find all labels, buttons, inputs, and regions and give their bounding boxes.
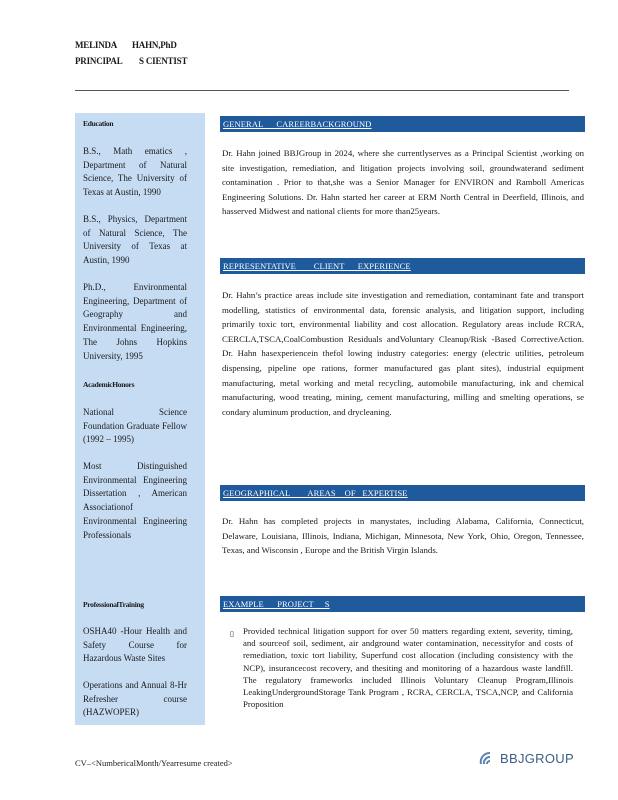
first-name: MELINDA bbox=[75, 40, 118, 50]
career-paragraph: Dr. Hahn joined BBJGroup in 2024, where she currentlyserves as a Principal Scientist ,working on site investigation, remediation, and litigation projects involving soil, groundwaterand sediment contamination . Prior to that,she was a Senior Manager for ENVIRON and Ramboll Americas Engineering Solutions. Dr. Hahn started her career at ERM North Central in Deerfield, Illinois, and hasserved Midwest and national clients for more than25years. bbox=[222, 148, 584, 217]
logo-wordmark: BBJGROUP bbox=[500, 751, 574, 766]
honors-heading: AcademicHonors bbox=[83, 380, 135, 389]
last-name: HAHN,PhD bbox=[132, 40, 177, 50]
training-item: OSHA40 -Hour Health and Safety Course for Hazardous Waste Sites bbox=[83, 626, 187, 664]
resume-header-name bbox=[75, 40, 177, 50]
education-item: B.S., Math ematics , Department of Natural Science, The University of Texas at Austin, 1990 bbox=[83, 146, 187, 198]
resume-header-role bbox=[75, 56, 187, 66]
example-project-item: Provided technical litigation support for over 50 matters regarding extent, severity, timing, and sourceof soil, sediment, air andground water contamination, necessityfor and costs of remediation, toxic tort liability, Superfund cost allocation (including consistency with the NCP), insurancecost recovery, and thesiting and monitoring of a hazardous waste landfill. The regulatory frameworks included Illinois Voluntary Cleanup Program,Illinois LeakingUndergroundStorage Tank Program , RCRA, CERCLA, TSCA,NCP, and California Proposition bbox=[243, 626, 573, 710]
education-item: B.S., Physics, Department of Natural Science, The University of Texas at Austin, 1990 bbox=[83, 214, 187, 266]
section-title: GENERAL CAREERBACKGROUND bbox=[223, 119, 372, 129]
section-title: EXAMPLE PROJECT S bbox=[223, 599, 330, 609]
role-word-1: PRINCIPAL bbox=[75, 56, 123, 66]
honors-item: Most Distinguished Environmental Engineering Dissertation , American Associationof Environmental Engineering Professionals bbox=[83, 461, 187, 540]
role-word-2: S CIENTIST bbox=[139, 56, 188, 66]
header-divider bbox=[75, 90, 569, 91]
honors-item: National Science Foundation Graduate Fellow (1992 – 1995) bbox=[83, 407, 187, 445]
section-header-geography bbox=[220, 485, 585, 501]
geography-paragraph: Dr. Hahn has completed projects in manystates, including Alabama, California, Connecticut, Delaware, Louisiana, Illinois, Indiana, Michigan, Minnesota, New York, Ohio, Oregon, Tennessee, Texas, and Wisconsin , Europe and the British Virgin Islands. bbox=[222, 516, 584, 556]
section-header-career bbox=[220, 116, 585, 132]
client-paragraph: Dr. Hahn’s practice areas include site investigation and remediation, contaminant fate and transport modelling, statistics of environmental data, forensic analysis, and litigation support, including primarily toxic tort, environmental liability and cost allocation. Regulatory areas include RCRA, CERCLA,TSCA,CoalCombustion Residuals andVoluntary Cleanup/Risk -Based CorrectiveAction. Dr. Hahn hasexperiencein thefol lowing industry categories: energy (electric utilities, petroleum dispensing, pipeline ope rations, former manufactured gas plant sites), industrial equipment manufacturing, metal working and metal recycling, automobile manufacturing, ink and chemical manufacturing, wood treating, mining, cement manufacturing, milling and smelting operations, se condary aluminum production, and drycleaning. bbox=[222, 290, 584, 417]
training-heading: ProfessionalTraining bbox=[83, 600, 144, 609]
bullet-icon: ▯ bbox=[230, 630, 234, 638]
training-item: Operations and Annual 8-Hr Refresher course (HAZWOPER) bbox=[83, 680, 187, 718]
footer-note: CV–<NumbericalMonth/Yearresume created> bbox=[75, 758, 233, 768]
section-header-client bbox=[220, 258, 585, 274]
education-heading: Education bbox=[83, 119, 114, 128]
education-item: Ph.D., Environmental Engineering, Department of Geography and Environmental Engineering, The Johns Hopkins University, 1995 bbox=[83, 282, 187, 361]
section-title: GEOGRAPHICAL AREAS OF EXPERTISE bbox=[223, 488, 408, 498]
section-title: REPRESENTATIVE CLIENT EXPERIENCE bbox=[223, 261, 411, 271]
section-header-examples bbox=[220, 596, 585, 612]
